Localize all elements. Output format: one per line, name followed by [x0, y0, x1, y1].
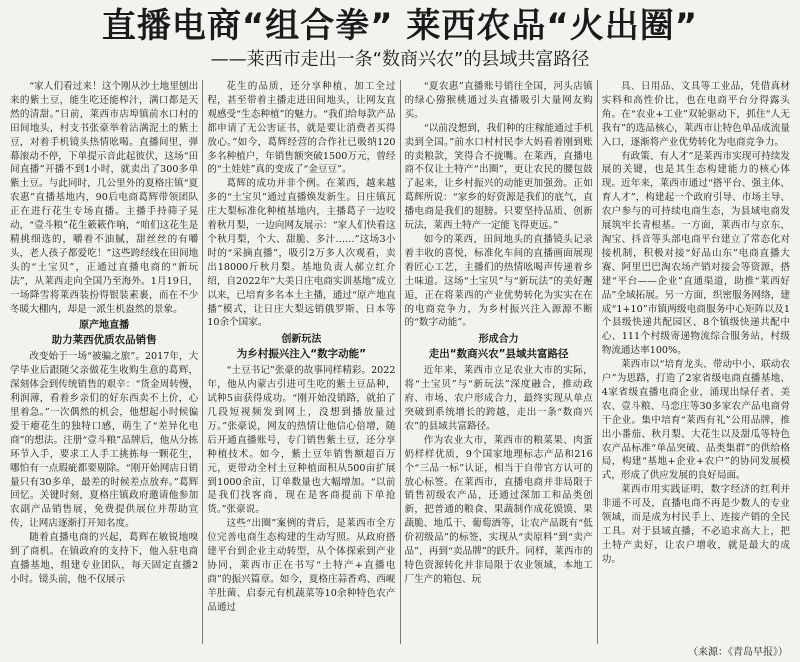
column-2	[203, 80, 399, 644]
source-credit: （来源：《青岛早报》）	[688, 647, 788, 658]
paragraph: “夏农惠”直播账号销往全国，河头店镇的绿心猕猴桃通过头直播吸引大量网友购买。	[404, 81, 593, 120]
paragraph: 改变始于一场“被骗之旅”。2017年，大学毕业后跟随父亲做花生收购生意的葛辉，深刻体会到传统销售的艰辛：“货金周转慢，利润薄，看着乡亲们的好东西卖不上价，心里着急。”一次偶然的机会，他想起小时候偏爱干瘪花生的独特口感，萌生了“差异化电商”的想法。注册“壹斗粮”品牌后，他从分拣环节入手，要求工人手工挑拣每一颗花生，哪怕有一点瑕疵都要剔除。“刚开始网店日销量只有30多单，最差的时候差点放弃。”葛辉回忆。关键时刻，夏格庄镇政府邀请他参加农副产品销售展，免费提供展位并帮助宣传，让网店逐渐打开知名度。	[10, 351, 199, 530]
paragraph: “以前没想到，我们种的庄稼能通过手机卖到全国。”前水口村村民李大妈看着刚到账的卖粮款，笑得合不拢嘴。在莱西，直播电商不仅让土特产“出圈”，更让农民的腰包鼓了起来，让乡村振兴的动能更加强劲。正如葛辉所说：“家乡的好资源是我们的底气，直播电商是我们的翅膀。只要坚持品质、创新玩法，莱西土特产一定能飞得更远。”	[404, 122, 593, 232]
paragraph: 随着直播电商的兴起，葛辉在敏锐地嗅到了商机。在镇政府的支持下，他入驻电商直播基地，组建专业团队，每天固定直播2小时。镜头前，他不仅展示	[10, 532, 199, 585]
paragraph: 花生的品质，还分享种植、加工全过程，甚至带着主播走进田间地头，让网友直观感受“生态种植”的魅力。“我们给每款产品都申请了无公害证书，就是要让消费者买得放心。”如今，葛辉经营的合作社已吸纳120多名种植户，年销售额突破1500万元，曾经的“土娃娃”真的变成了“金豆豆”。	[207, 81, 396, 176]
section-title: 创新玩法	[281, 334, 322, 346]
paragraph: 作为农业大市，莱西市的粮菜果、肉蛋奶样样优质，9个国家地理标志产品和216个“三品一标”认证，相当于自带官方认可的放心标签。在莱西市，直播电商并非局限于销售初级农产品，还通过深加工和品类创新，把普通的粮食、果蔬制作成花馍馍、果蔬脆、地瓜干、葡萄酒等，让农产品既有“低价初级品”的标签，实现从“卖原料”到“卖产品”，再到“卖品牌”的跃升。同样，莱西市的特色资源转化并非局限于农业领域，本地工厂生产的箱包、玩	[404, 434, 593, 585]
paragraph: 如今的莱西，田间地头的直播镜头记录着丰收的喜悦，标准化车间的直播画面展现着匠心工艺，主播们的热情吆喝声传递着乡土味道。这场“土宝贝”与“新玩法”的美好邂逅，正在将莱西的产业优势转化为实实在在的电商竞争力，为乡村振兴注入源源不断的“数字动能”。	[404, 233, 593, 329]
paragraph: 近年来，莱西市立足农业大市的实际，将“土宝贝”与“新玩法”深度融合，推动政府、市场、农户形成合力，最终实现从单点突破到系统增长的跨越，走出一条“数商兴农”的县域共富路径。	[404, 365, 593, 432]
section-title: 形成合力	[478, 334, 519, 346]
section-subtitle: 助力莱西优质农品销售	[51, 334, 157, 347]
headline: 直播电商“组合拳” 莱西农品“火出圈”	[101, 6, 699, 46]
paragraph: “土豆书记”张豪的故事同样精彩。2022年，他从内蒙古引进可生吃的紫土豆品种，试种5亩获得成功。“刚开始没销路，就拍了几段短视频发到网上，没想到播放量过万。”张豪说，网友的热情让他信心倍增，随后开通直播账号，专门销售紫土豆，还分享种植技术。如今，紫土豆年销售额超百万元，更带动全村土豆种植面积从500亩扩展到1000余亩，订单数量也大幅增加。“以前是我们找客商，现在是客商提前下单抢货。”张豪说。	[207, 365, 396, 516]
paragraph: “家人们看过来！这个刚从沙土地里刨出来的紫土豆，能生吃还能榨汁，满口都是天然的清甜。”日前，莱西市店埠镇前水口村的田间地头，村支书张豪举着沾满泥土的紫土豆，对着手机镜头热情吆喝。直播间里，弹幕滚动不停，下单提示音此起彼伏，这场“田间直播”开播不到1小时，就卖出了300多单紫土豆。与此同时，几公里外的夏格庄镇“夏农惠”直播基地内，90后电商葛辉带领团队正在进行花生专场直播。主播手持筛子晃动，“壹斗粮”花生簌簌作响，“咱们这花生是精挑细选的，嚼着不油腻，甜丝丝的有嚼头，老人孩子都爱吃！”这些跨经线在田间地头的“土宝贝”，正通过直播电商的“新玩法”，从莱西走向全国乃至海外。1月19日，一场降雪将莱西装扮得银装素裹，而在不少冬暖大棚内，却是一派生机盎然的景象。	[10, 81, 199, 315]
column-4	[598, 80, 794, 644]
column-3	[401, 80, 597, 644]
section-subtitle: 为乡村振兴注入“数字动能”	[236, 348, 367, 361]
section-title: 原产地直播	[79, 320, 130, 332]
paragraph: 具、日用品、文具等工业品，凭借真材实料和高性价比，也在电商平台分得露头角。在“农业+工业”双轮驱动下，抓住“人无我有”的选品核心，莱西市让特色单品成流量入口，逐渐将产业优势转化为电商竞争力。	[601, 81, 790, 148]
paragraph: 莱西市用实践证明，数字经济的红利并非遥不可及，直播电商不再是少数人的专业领域，而是成为村民手上、连接产销的全民工具。对于县域直播，不必追求高大上，把土特产卖好，让农户增收，就是最大的成功。	[601, 484, 790, 565]
subheadline: ——莱西市走出一条“数商兴农”的县域共富路径	[210, 49, 590, 70]
paragraph: 有政策、有人才”是莱西市实现可持续发展的关键，也是其生态构建能力的核心体现。近年来，莱西市通过“搭平台、强主体、育人才”，构建起一个政府引导、市场主导、农户参与的可持续电商生态，为县域电商发展筑牢长青根基。一方面，莱西市与京东、淘宝、抖音等头部电商平台建立了常态化对接机制，积极对接“好品山东”电商直播大赛、阿里巴巴淘农场产销对接会等资源，搭建“平台——企业”直通渠道，助推“莱西好品”全域拓展。另一方面，织密服务网络，建成“1+10”市镇两级电商服务中心矩阵以及1个县级快递共配园区、8个镇级快递共配中心、111个村级寄递物流综合服务站，村级物流通达率100%。	[601, 150, 790, 357]
paragraph: 葛辉的成功并非个例。在莱西，越来越多的“土宝贝”通过直播焕发新生。日庄镇瓦庄大梨标准化种植基地内，主播葛子一边咬着秋月梨，一边向网友展示：“家人们快看这个秋月梨，个大、甜脆、多汁……”这场3小时的“采摘直播”，吸引2万多人次观看，卖出18000斤秋月梨。基地负责人郝立红介绍，自2022年“大美日庄电商实训基地”成立以来，已培育多名本土主播，通过“原产地直播”模式，让日庄大梨远销俄罗斯、日本等10余个国家。	[207, 178, 396, 329]
section-subtitle: 走出“数商兴农”县域共富路径	[428, 348, 569, 361]
paragraph: 莱西市以“培育龙头、带动中小、联动农户”为思路，打造了2家省级电商直播基地、4家省级直播电商企业，涌现出绿仔者、美农、壹斗粮、马恋庄等30多家农产品电商骨干企业。集中培育“莱西有礼”公用品牌，推出小番茄、秋月梨、大花生以及甜瓜等特色农产品标准“单品突破、品类集群”的供给格局，构建“基地+企业+农户”的协同发展模式，形成了供应发展的良好局面。	[601, 359, 790, 482]
column-1	[6, 80, 202, 644]
paragraph: 这些“出圈”案例的背后，是莱西市全方位完善电商生态构建的生动写照。从政府搭建平台到企业主动转型，从个体探索到产业协同，莱西市正在书写“土特产+直播电商”的振兴篇章。如今，夏格庄蒜香鸡、西岘羊肚菌、启泰元有机蔬菜等10余种特色农产品通过	[207, 518, 396, 613]
article-columns	[6, 80, 794, 644]
